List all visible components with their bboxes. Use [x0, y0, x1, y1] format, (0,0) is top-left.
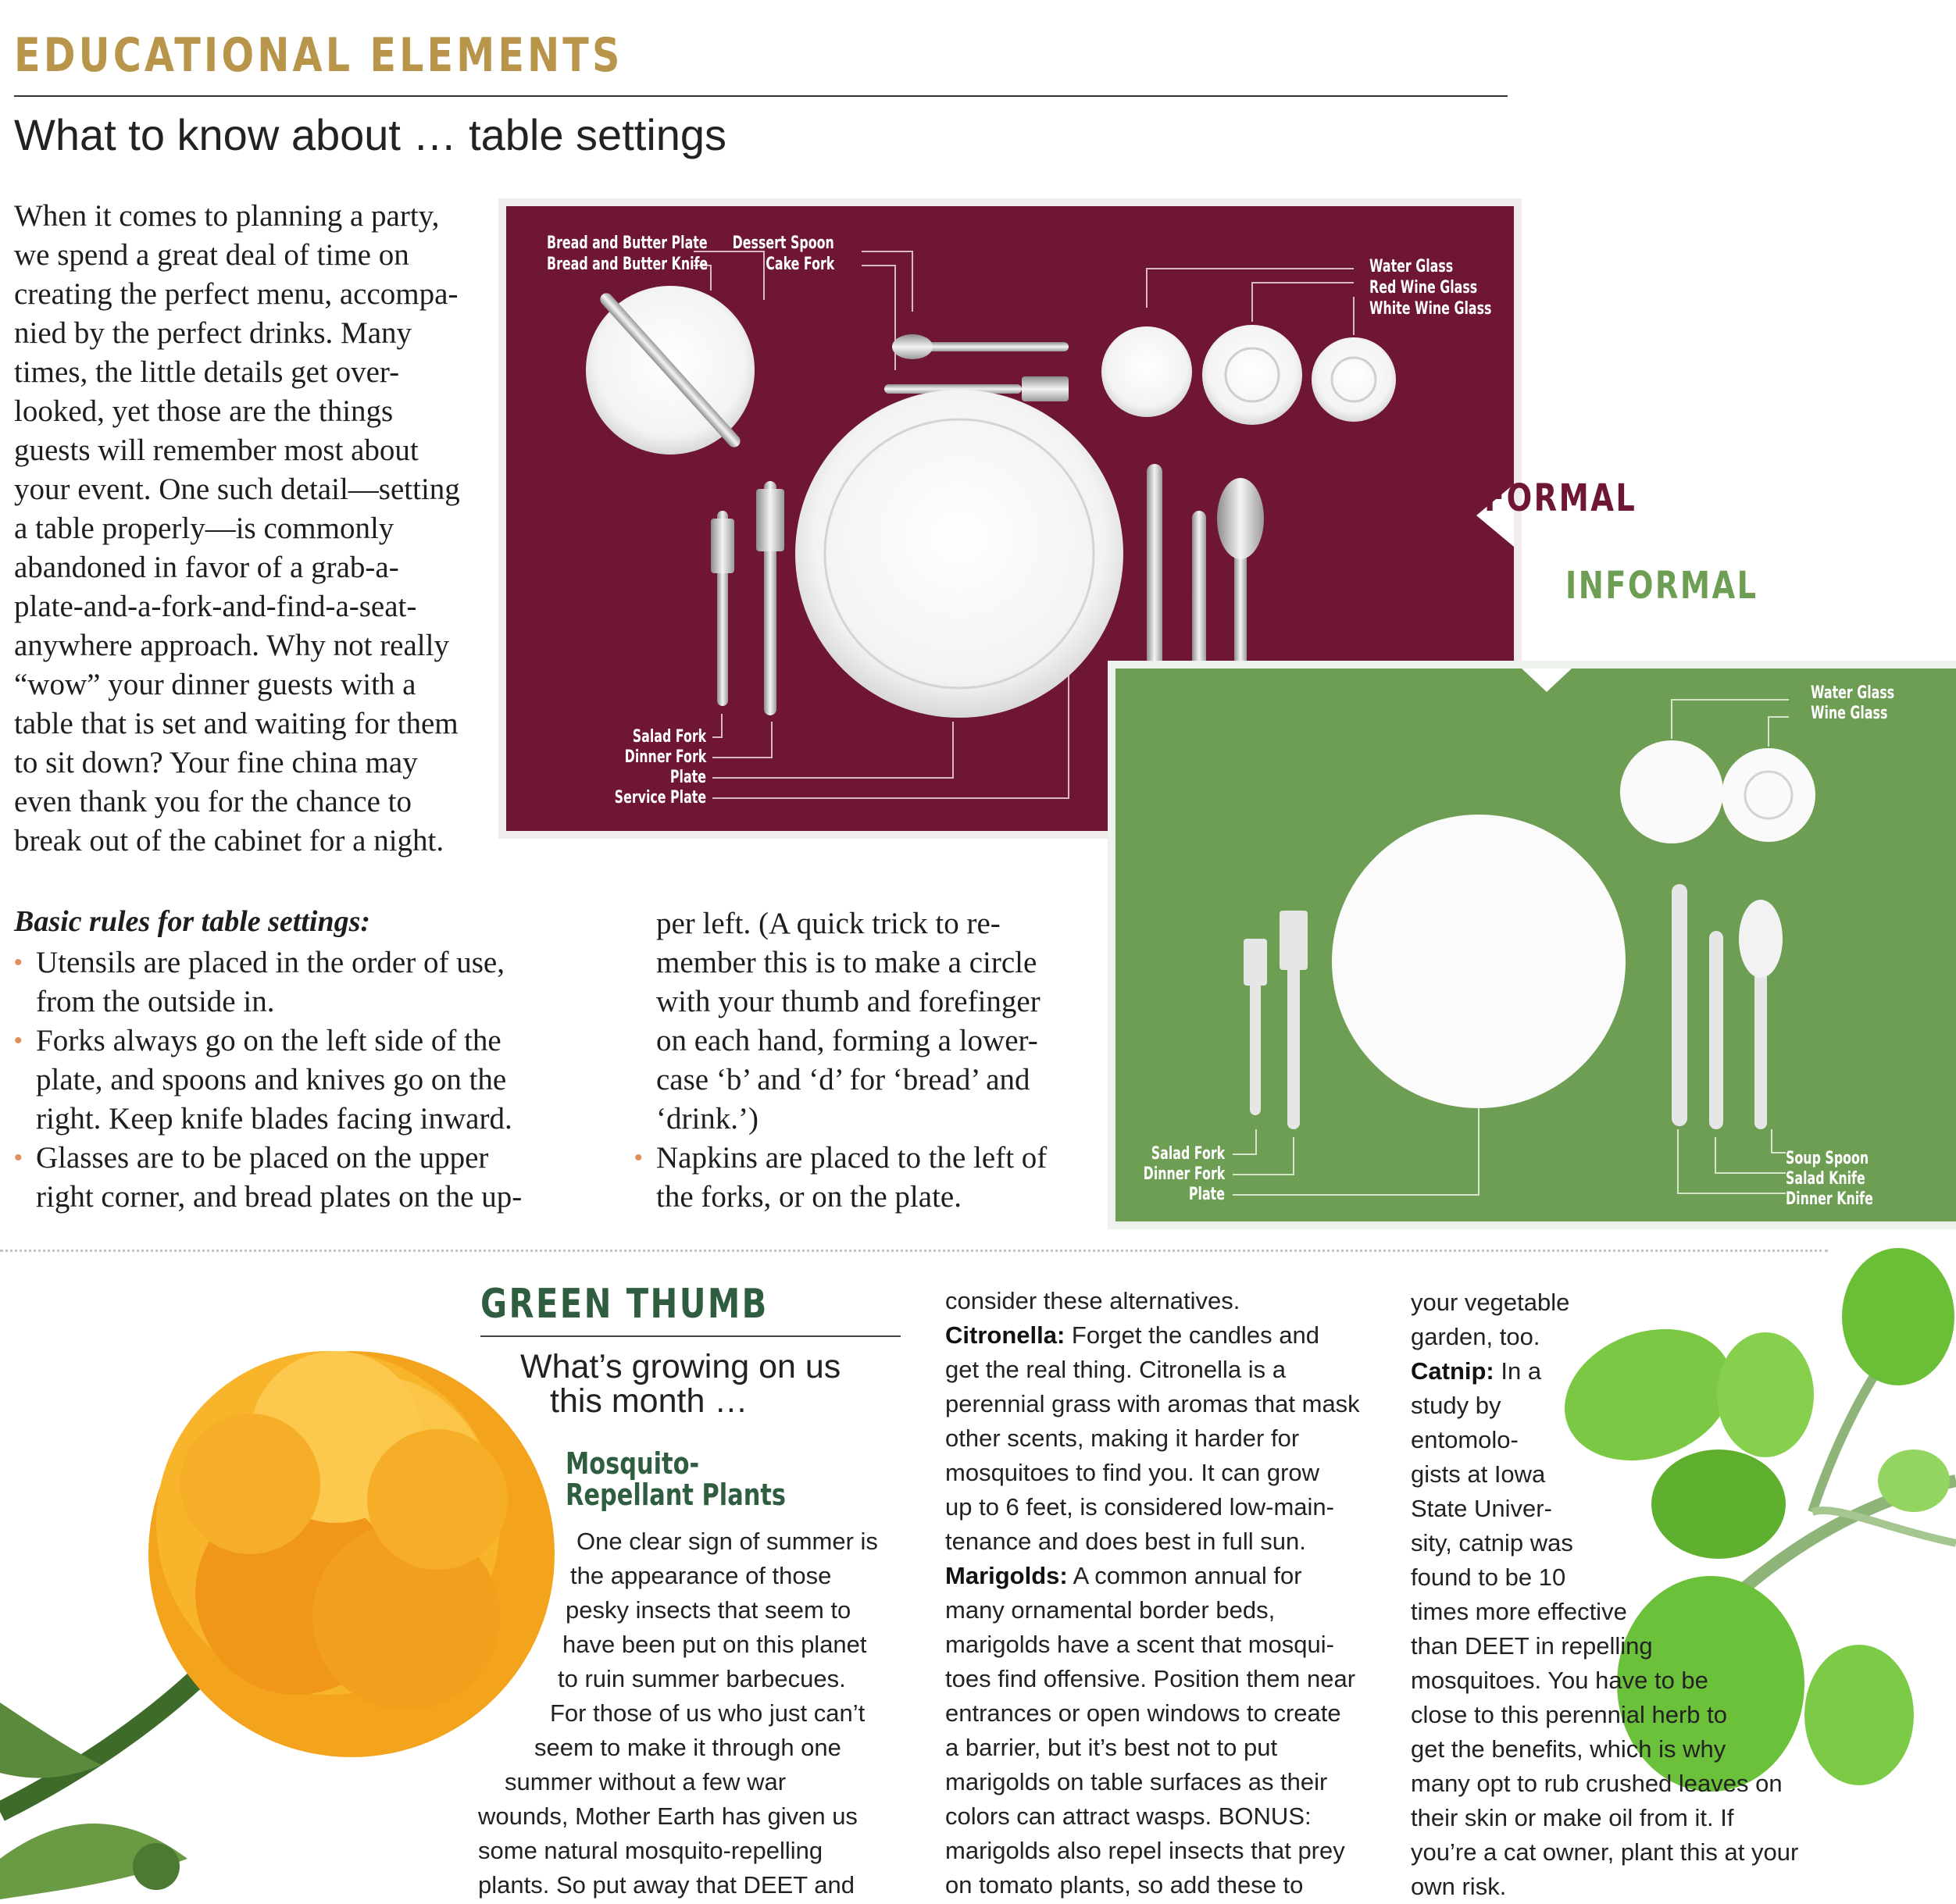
article-line: marigolds also repel insects that prey: [945, 1837, 1345, 1864]
marigolds-label: Marigolds:: [945, 1562, 1068, 1589]
subtitle-line: What’s growing on us: [520, 1348, 841, 1385]
article-line: colors can attract wasps. BONUS:: [945, 1802, 1312, 1830]
intro-line: anywhere approach. Why not really: [14, 629, 449, 662]
rules-column-2: [634, 904, 1103, 1217]
dinner-plate-shape: [1332, 815, 1626, 1108]
article-line: One clear sign of summer is: [576, 1528, 878, 1555]
label-salad-knife: Salad Knife: [1786, 1169, 1865, 1189]
citronella-label: Citronella:: [945, 1321, 1065, 1349]
article-line: their skin or make oil from it. If: [1411, 1804, 1734, 1831]
article-line: tenance and does best in full sun.: [945, 1528, 1306, 1555]
article-line: pesky insects that seem to: [566, 1596, 851, 1624]
white-wine-glass-shape: [1312, 337, 1396, 422]
label-water-glass: Water Glass: [1811, 683, 1895, 703]
intro-line: table that is set and waiting for them: [14, 707, 459, 740]
article-line: your vegetable: [1411, 1289, 1570, 1316]
label-bread-and-butter-plate: Bread and Butter Plate: [547, 234, 708, 253]
article-line: garden, too.: [1411, 1323, 1540, 1350]
label-salad-fork: Salad Fork: [1151, 1144, 1225, 1164]
bullet-icon: •: [634, 1145, 643, 1171]
water-glass-shape: [1620, 740, 1723, 843]
intro-line: your event. One such detail—setting: [14, 472, 460, 506]
rule-line: member this is to make a circle: [656, 946, 1037, 979]
informal-pointer-icon: [1522, 669, 1572, 692]
rule-line: on each hand, forming a lower-: [656, 1024, 1038, 1057]
label-wine-glass: Wine Glass: [1811, 704, 1888, 723]
informal-setting-illustration: [1115, 669, 1956, 1221]
rule-line: ‘drink.’): [656, 1102, 759, 1136]
article-line: entomolo-: [1411, 1426, 1519, 1453]
intro-line: we spend a great deal of time on: [14, 238, 409, 272]
article-line: have been put on this planet: [562, 1631, 867, 1658]
rule-line: right corner, and bread plates on the up-: [36, 1180, 523, 1214]
section-header: EDUCATIONAL ELEMENTS: [14, 28, 623, 83]
article-line: toes find offensive. Position them near: [945, 1665, 1356, 1692]
article-title-line: Repellant Plants: [566, 1478, 787, 1512]
red-wine-glass-shape: [1202, 325, 1302, 425]
article-line: many ornamental border beds,: [945, 1596, 1276, 1624]
article-line: up to 6 feet, is considered low-main-: [945, 1493, 1334, 1521]
rule-line: Napkins are placed to the left of: [656, 1141, 1048, 1175]
article-line: other scents, making it harder for: [945, 1424, 1300, 1452]
article-line: sity, catnip was: [1411, 1529, 1573, 1556]
bullet-icon: •: [14, 950, 23, 975]
article-line: Marigolds: A common annual for: [945, 1562, 1302, 1589]
rule-line: from the outside in.: [36, 985, 275, 1018]
green-thumb-subtitle: [520, 1350, 841, 1418]
article-line: own risk.: [1411, 1873, 1507, 1900]
dinner-knife-shape: [1672, 884, 1687, 1126]
salad-knife-shape: [1709, 931, 1723, 1129]
article-line: than DEET in repelling: [1411, 1632, 1653, 1660]
label-dinner-knife: Dinner Knife: [1786, 1189, 1873, 1209]
rule-line: per left. (A quick trick to re-: [656, 907, 1001, 940]
intro-line: “wow” your dinner guests with a: [14, 668, 416, 701]
article-column-1: [478, 1524, 916, 1902]
label-cake-fork: Cake Fork: [765, 255, 834, 274]
label-soup-spoon: Soup Spoon: [1786, 1149, 1869, 1168]
rule-line: right. Keep knife blades facing inward.: [36, 1102, 512, 1136]
intro-line: break out of the cabinet for a night.: [14, 824, 444, 858]
intro-line: to sit down? Your fine china may: [14, 746, 418, 779]
article-line: mosquitoes to find you. It can grow: [945, 1459, 1320, 1486]
article-line: a barrier, but it’s best not to put: [945, 1734, 1278, 1761]
label-bread-and-butter-knife: Bread and Butter Knife: [547, 255, 709, 274]
wine-glass-shape: [1722, 748, 1815, 842]
label-water-glass: Water Glass: [1369, 257, 1454, 276]
article-line: For those of us who just can’t: [550, 1699, 866, 1727]
label-plate: Plate: [669, 768, 706, 787]
informal-tab-label: INFORMAL: [1565, 564, 1758, 608]
label-plate: Plate: [1188, 1185, 1225, 1204]
article-line: marigolds have a scent that mosqui-: [945, 1631, 1334, 1658]
article-line: the appearance of those: [570, 1562, 832, 1589]
rules-heading: Basic rules for table settings:: [14, 905, 371, 938]
informal-setting-panel: [1115, 669, 1956, 1221]
article-line: marigolds on table surfaces as their: [945, 1768, 1328, 1795]
green-thumb-header: GREEN THUMB: [480, 1281, 769, 1328]
green-thumb-rule: [480, 1335, 901, 1337]
article-line: found to be 10: [1411, 1563, 1566, 1591]
rule-line: Glasses are to be placed on the upper: [36, 1141, 489, 1175]
article-line: wounds, Mother Earth has given us: [478, 1802, 858, 1830]
article-line: State Univer-: [1411, 1495, 1552, 1522]
rule-line: plate, and spoons and knives go on the: [36, 1063, 507, 1096]
article-line: Catnip: In a: [1411, 1357, 1542, 1385]
intro-line: When it comes to planning a party,: [14, 199, 440, 233]
rule-line: Utensils are placed in the order of use,: [36, 946, 505, 979]
intro-line: abandoned in favor of a grab-a-: [14, 551, 399, 584]
article-column-2: [945, 1284, 1383, 1902]
article-line: entrances or open windows to create: [945, 1699, 1341, 1727]
article-line: Citronella: Forget the candles and: [945, 1321, 1320, 1349]
article-line: many opt to rub crushed leaves on: [1411, 1770, 1783, 1797]
service-plate-shape: [795, 390, 1123, 718]
water-glass-shape: [1101, 326, 1192, 417]
article-line: some natural mosquito-repelling: [478, 1837, 823, 1864]
article-line: to ruin summer barbecues.: [558, 1665, 846, 1692]
label-white-wine-glass: White Wine Glass: [1369, 299, 1492, 319]
article-title-line: Mosquito-: [566, 1446, 700, 1481]
article-line: plants. So put away that DEET and: [478, 1871, 855, 1899]
label-red-wine-glass: Red Wine Glass: [1369, 278, 1478, 298]
article-line: gists at Iowa: [1411, 1460, 1546, 1488]
label-dessert-spoon: Dessert Spoon: [732, 234, 834, 253]
intro-line: creating the perfect menu, accompa-: [14, 277, 459, 311]
label-salad-fork: Salad Fork: [632, 727, 706, 747]
intro-line: nied by the perfect drinks. Many: [14, 316, 412, 350]
article-line: mosquitoes. You have to be: [1411, 1667, 1708, 1694]
header-rule: [14, 95, 1508, 97]
intro-line: times, the little details get over-: [14, 355, 400, 389]
formal-tab-label: FORMAL: [1484, 476, 1637, 520]
rule-line: Forks always go on the left side of the: [36, 1024, 501, 1057]
article-line: seem to make it through one: [534, 1734, 841, 1761]
intro-line: even thank you for the chance to: [14, 785, 412, 818]
article-line: consider these alternatives.: [945, 1287, 1240, 1314]
rules-column-1: [14, 943, 623, 1217]
article-line: perennial grass with aromas that mask: [945, 1390, 1360, 1417]
article-title: [566, 1448, 786, 1510]
rule-line: with your thumb and forefinger: [656, 985, 1040, 1018]
article-line: get the benefits, which is why: [1411, 1735, 1726, 1763]
page-title: What to know about … table settings: [14, 110, 727, 159]
catnip-label: Catnip:: [1411, 1357, 1494, 1385]
article-line: on tomato plants, so add these to: [945, 1871, 1304, 1899]
intro-line: guests will remember most about: [14, 433, 419, 467]
article-line: you’re a cat owner, plant this at your: [1411, 1838, 1799, 1866]
article-line: close to this perennial herb to: [1411, 1701, 1727, 1728]
label-dinner-fork: Dinner Fork: [624, 747, 706, 767]
subtitle-line: this month …: [550, 1382, 748, 1420]
label-dinner-fork: Dinner Fork: [1143, 1164, 1225, 1184]
bullet-icon: •: [14, 1145, 23, 1171]
intro-line: a table properly—is commonly: [14, 512, 394, 545]
bullet-icon: •: [14, 1028, 23, 1054]
article-line: summer without a few war: [505, 1768, 787, 1795]
article-line: get the real thing. Citronella is a: [945, 1356, 1286, 1383]
intro-paragraph: [14, 197, 475, 861]
article-column-3: [1411, 1285, 1848, 1904]
intro-line: looked, yet those are the things: [14, 394, 394, 428]
label-service-plate: Service Plate: [614, 788, 706, 808]
article-line: times more effective: [1411, 1598, 1627, 1625]
rule-line: the forks, or on the plate.: [656, 1180, 962, 1214]
article-line: study by: [1411, 1392, 1501, 1419]
intro-line: plate-and-a-fork-and-find-a-seat-: [14, 590, 417, 623]
rule-line: case ‘b’ and ‘d’ for ‘bread’ and: [656, 1063, 1030, 1096]
section-divider: [0, 1250, 1828, 1252]
